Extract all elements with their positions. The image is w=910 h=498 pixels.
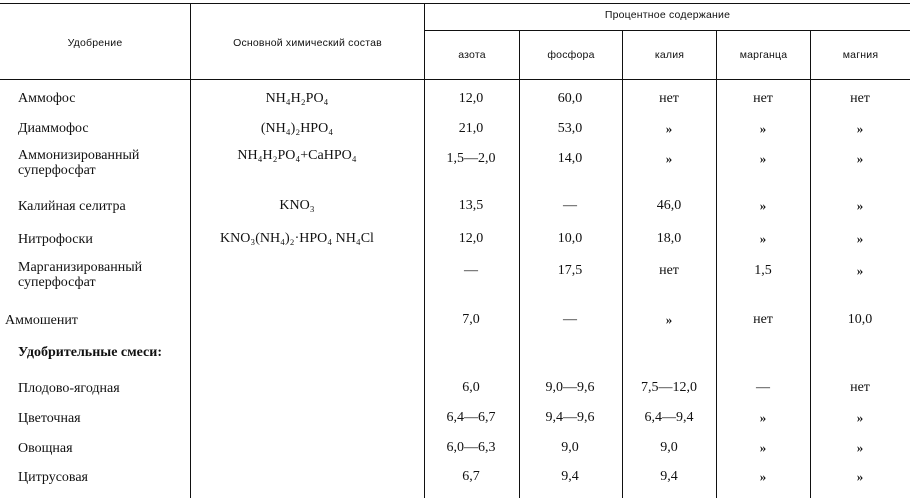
row-name: Овощная: [18, 441, 73, 456]
row-name: Аммонизированный суперфосфат: [18, 148, 140, 178]
row-name: Аммофос: [18, 91, 76, 106]
cell-potassium: 18,0: [656, 231, 682, 246]
cell-manganese: нет: [753, 91, 773, 106]
cell-magnesium: 10,0: [847, 312, 873, 327]
cell-nitrogen: 13,5: [458, 198, 484, 213]
header-composition: Основной химический состав: [233, 37, 382, 49]
cell-phosphorus: 10,0: [557, 231, 583, 246]
header-manganese: марганца: [739, 49, 788, 61]
row-name: Диаммофос: [18, 121, 89, 136]
cell-magnesium: »: [856, 151, 864, 166]
cell-phosphorus: 53,0: [557, 121, 583, 136]
cell-potassium: »: [665, 151, 673, 166]
cell-potassium: 9,0: [660, 440, 678, 455]
cell-manganese: 1,5: [754, 263, 772, 278]
col-divider: [810, 30, 811, 498]
cell-magnesium: »: [856, 231, 864, 246]
cell-nitrogen: 6,4—6,7: [446, 410, 496, 425]
cell-potassium: 7,5—12,0: [641, 380, 697, 395]
cell-potassium: 9,4: [660, 469, 678, 484]
cell-nitrogen: 7,0: [462, 312, 480, 327]
row-name: Калийная селитра: [18, 199, 126, 214]
cell-manganese: »: [759, 231, 767, 246]
row-formula: KNO₃: [279, 198, 315, 213]
row-name: Марганизированный суперфосфат: [18, 260, 143, 290]
cell-potassium: 46,0: [656, 198, 682, 213]
cell-nitrogen: 6,7: [462, 469, 480, 484]
cell-nitrogen: 1,5—2,0: [446, 151, 496, 166]
col-divider: [190, 3, 191, 498]
row-name: Нитрофоски: [18, 232, 93, 247]
header-potassium: калия: [654, 49, 685, 61]
cell-phosphorus: 9,0: [561, 440, 579, 455]
cell-potassium: 6,4—9,4: [644, 410, 694, 425]
col-divider: [622, 30, 623, 498]
cell-magnesium: нет: [850, 91, 870, 106]
cell-phosphorus: —: [563, 198, 577, 213]
header-percent-content: Процентное содержание: [604, 9, 731, 21]
cell-phosphorus: —: [563, 312, 577, 327]
cell-nitrogen: 6,0—6,3: [446, 440, 496, 455]
cell-nitrogen: 12,0: [458, 231, 484, 246]
cell-nitrogen: 6,0: [462, 380, 480, 395]
header-bottom-rule: [0, 79, 910, 80]
cell-phosphorus: 17,5: [557, 263, 583, 278]
row-name: Плодово-ягодная: [18, 381, 120, 396]
row-formula: NH₄H₂PO₄: [265, 91, 329, 106]
cell-nitrogen: 12,0: [458, 91, 484, 106]
row-name: Аммошенит: [5, 313, 78, 328]
cell-phosphorus: 9,0—9,6: [545, 380, 595, 395]
cell-potassium: нет: [659, 263, 679, 278]
cell-magnesium: »: [856, 121, 864, 136]
row-formula: KNO₃(NH₄)₂·HPO₄ NH₄Cl: [220, 231, 374, 246]
cell-magnesium: »: [856, 198, 864, 213]
cell-phosphorus: 60,0: [557, 91, 583, 106]
cell-phosphorus: 9,4: [561, 469, 579, 484]
cell-magnesium: »: [856, 263, 864, 278]
header-phosphorus: фосфора: [547, 49, 595, 61]
cell-magnesium: нет: [850, 380, 870, 395]
cell-potassium: »: [665, 121, 673, 136]
cell-potassium: »: [665, 312, 673, 327]
row-formula: NH₄H₂PO₄+CaHPO₄: [237, 148, 357, 163]
subheader-rule: [424, 30, 910, 31]
cell-phosphorus: 14,0: [557, 151, 583, 166]
header-fertilizer: Удобрение: [67, 37, 123, 49]
header-magnesium: магния: [842, 49, 879, 61]
cell-manganese: »: [759, 410, 767, 425]
row-formula: (NH₄)₂HPO₄: [260, 121, 334, 136]
cell-magnesium: »: [856, 440, 864, 455]
cell-manganese: »: [759, 440, 767, 455]
col-divider: [716, 30, 717, 498]
section-heading: Удобрительные смеси:: [18, 345, 162, 360]
cell-magnesium: »: [856, 410, 864, 425]
cell-manganese: »: [759, 198, 767, 213]
header-nitrogen: азота: [458, 49, 486, 61]
top-rule: [0, 3, 910, 4]
cell-phosphorus: 9,4—9,6: [545, 410, 595, 425]
cell-potassium: нет: [659, 91, 679, 106]
cell-manganese: —: [756, 380, 770, 395]
cell-manganese: »: [759, 469, 767, 484]
cell-nitrogen: 21,0: [458, 121, 484, 136]
cell-manganese: нет: [753, 312, 773, 327]
row-name: Цитрусовая: [18, 470, 88, 485]
row-name: Цветочная: [18, 411, 81, 426]
cell-manganese: »: [759, 121, 767, 136]
cell-magnesium: »: [856, 469, 864, 484]
cell-manganese: »: [759, 151, 767, 166]
cell-nitrogen: —: [464, 263, 478, 278]
